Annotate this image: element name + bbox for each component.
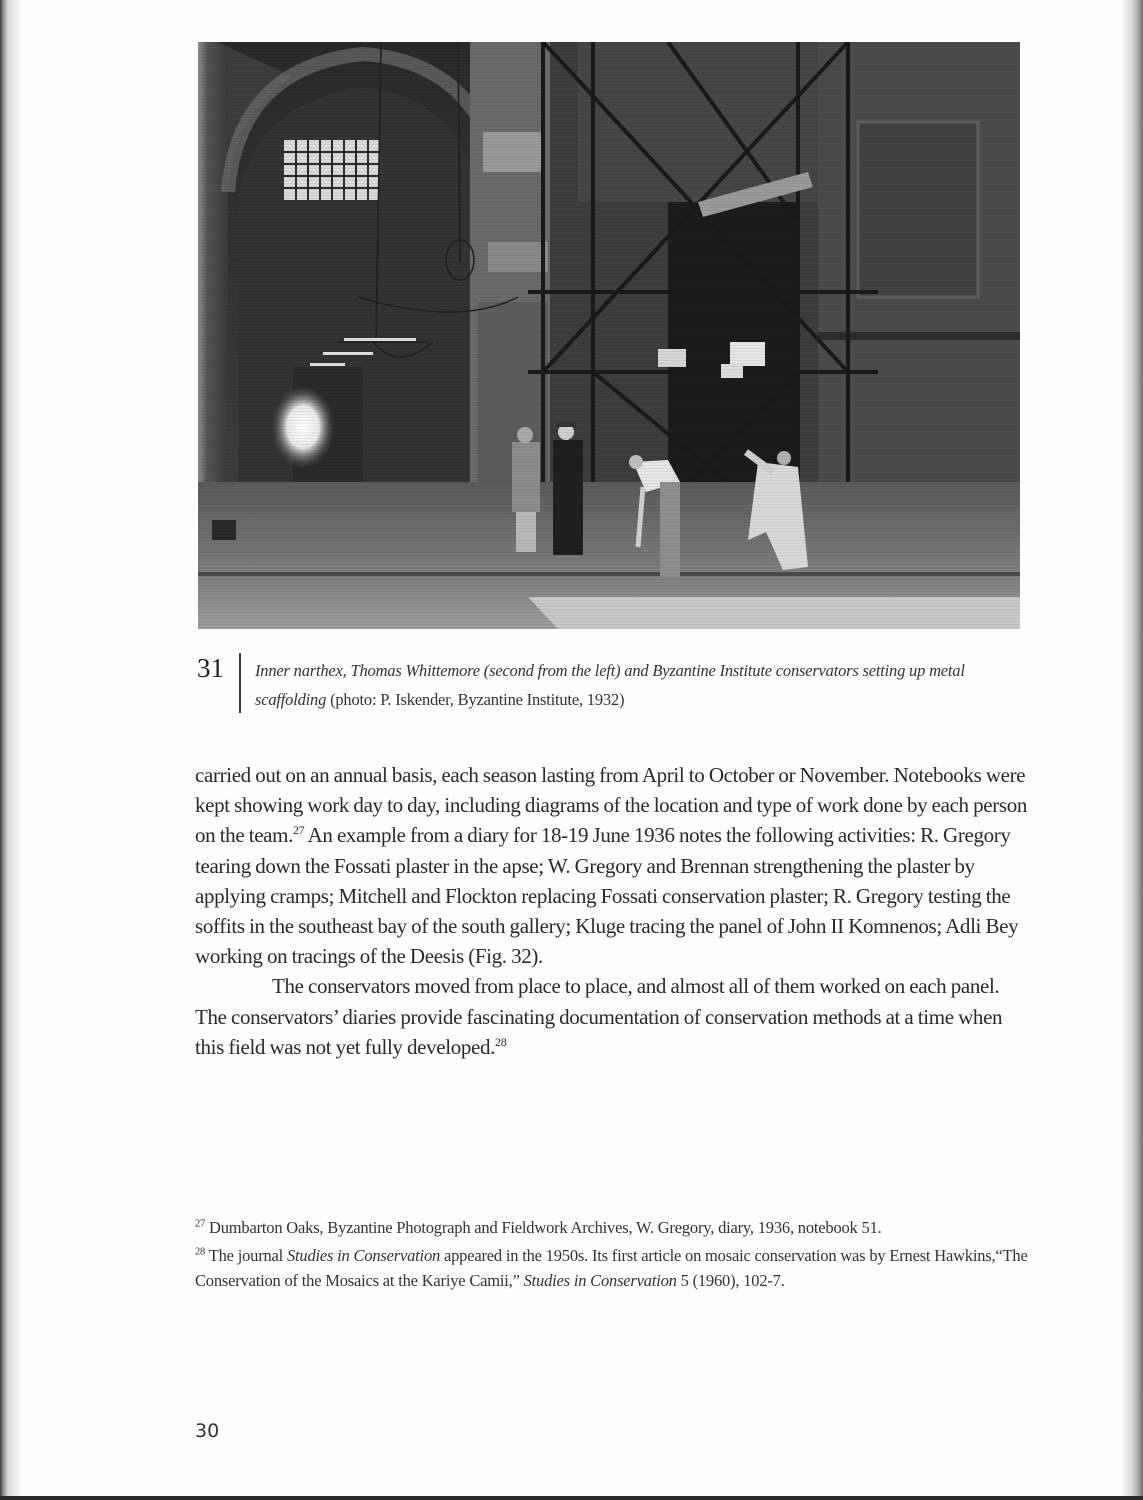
footnote-27 bbox=[195, 1215, 1030, 1241]
caption-credit: (photo: P. Iskender, Byzantine Institute, 1932) bbox=[326, 690, 625, 709]
footnote-ref-27[interactable]: 27 bbox=[293, 823, 305, 838]
footnote-marker: 27 bbox=[195, 1218, 206, 1230]
caption-italic: Inner narthex, Thomas Whittemore (second from the left) and Byzantine Institute conservators setting up metal scaffolding bbox=[255, 661, 965, 709]
figure-number: 31 bbox=[197, 653, 224, 683]
page-number: 30 bbox=[195, 1420, 220, 1442]
body-text bbox=[195, 760, 1030, 1062]
footnote-text: Dumbarton Oaks, Byzantine Photograph and Fieldwork Archives, W. Gregory, diary, 1936, notebook 51. bbox=[205, 1218, 882, 1237]
footnote-ref-28[interactable]: 28 bbox=[495, 1034, 507, 1049]
paragraph-2-text: The conservators moved from place to place, and almost all of them worked on each panel. The conservators’ diaries provide fascinating documentation of conservation methods at a time when this field was not yet fully developed. bbox=[195, 974, 1003, 1059]
caption-divider bbox=[239, 653, 241, 713]
figure-31-photograph bbox=[198, 42, 1020, 629]
figure-caption bbox=[255, 656, 1025, 714]
journal-title: Studies in Conservation bbox=[286, 1245, 441, 1265]
paragraph-2 bbox=[195, 971, 1030, 1062]
footnote-marker: 28 bbox=[195, 1246, 206, 1257]
scan-edge-bottom bbox=[0, 1496, 1143, 1500]
footnote-text: The journal bbox=[205, 1245, 287, 1265]
footnote-text: appeared in the 1950s. Its first article on mosaic conservation was by Ernest Hawkins,“The Conservation of the Mosaics at the Kariye Camii,” bbox=[195, 1245, 1028, 1290]
footnotes bbox=[195, 1215, 1030, 1296]
paragraph-1-part-a: carried out on an annual basis, each season lasting from April to October or November. Notebooks were kept showing work day to day, including diagrams of the location and type of work done by each person on the team. bbox=[195, 763, 1027, 848]
footnote-28 bbox=[195, 1243, 1030, 1294]
narthex-scaffolding-photo bbox=[198, 42, 1020, 629]
scan-edge-left bbox=[0, 0, 22, 1500]
paragraph-1 bbox=[195, 760, 1030, 971]
scan-edge-right bbox=[1121, 0, 1143, 1500]
journal-title: Studies in Conservation bbox=[523, 1271, 677, 1290]
paragraph-1-part-b: An example from a diary for 18-19 June 1936 notes the following activities: R. Gregory tearing down the Fossati plaster in the apse; W. Gregory and Brennan strengthening the plaster by applying cramps; Mitchell and Flockton replacing Fossati conservation plaster; R. Gregory testing the soffits in the southeast bay of the south gallery; Kluge tracing the panel of John II Komnenos; Adli Bey working on tracings of the Deesis (Fig. 32). bbox=[195, 823, 1019, 969]
footnote-text: 5 (1960), 102-7. bbox=[676, 1271, 785, 1290]
